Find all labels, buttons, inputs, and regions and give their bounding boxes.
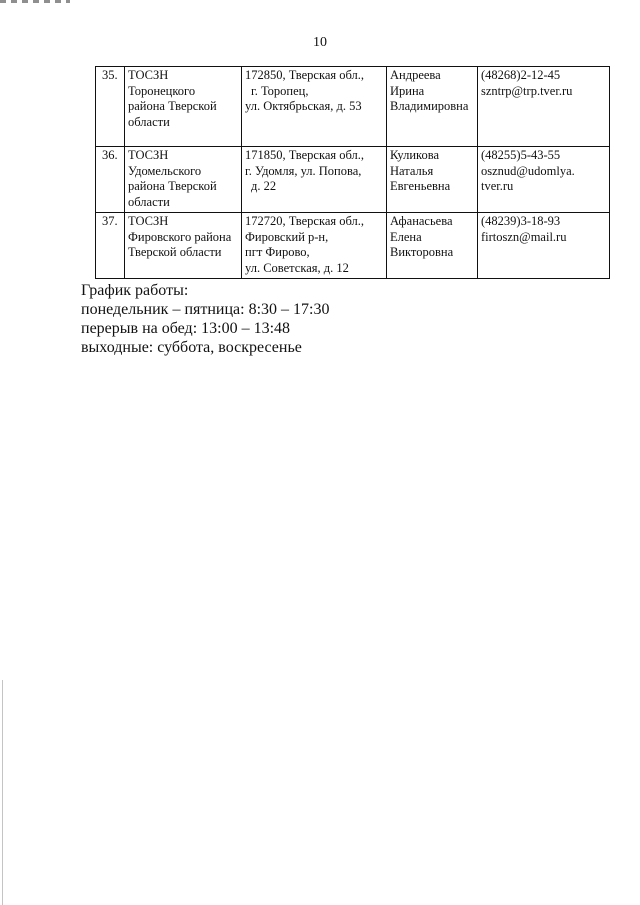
- schedule-weekend: выходные: суббота, воскресенье: [81, 339, 302, 356]
- address-line: г. Торопец,: [251, 83, 309, 98]
- office-name: [125, 67, 242, 147]
- page-number: 10: [313, 35, 327, 50]
- phone: (48239)3-18-93: [481, 214, 561, 228]
- office-line: области: [128, 114, 170, 129]
- office-line: ТОСЗН: [128, 68, 169, 82]
- head-line: Афанасьева: [390, 214, 453, 228]
- phone: (48255)5-43-55: [481, 148, 561, 162]
- schedule-weekdays: понедельник – пятница: 8:30 – 17:30: [81, 301, 330, 318]
- work-schedule: [81, 281, 329, 357]
- table-row: [96, 213, 610, 279]
- office-line: ТОСЗН: [128, 148, 169, 162]
- office-line: ТОСЗН: [128, 214, 169, 228]
- address-line: д. 22: [251, 179, 277, 193]
- table-row: [96, 147, 610, 213]
- address-line: 171850, Тверская обл.,: [245, 148, 365, 162]
- schedule-title: График работы:: [81, 282, 189, 299]
- office-head: [387, 147, 478, 213]
- schedule-lunch: перерыв на обед: 13:00 – 13:48: [81, 320, 291, 337]
- office-contacts: [478, 213, 610, 279]
- scan-artifact: [0, 0, 70, 3]
- head-line: Елена: [390, 229, 422, 244]
- email: osznud@udomlya.: [481, 163, 575, 178]
- offices-table: [95, 66, 610, 279]
- office-address: [242, 147, 387, 213]
- head-line: Ирина: [390, 83, 425, 98]
- office-address: [242, 213, 387, 279]
- row-number: 36.: [96, 147, 125, 213]
- email: firtoszn@mail.ru: [481, 229, 567, 244]
- email: tver.ru: [481, 179, 514, 193]
- head-line: Андреева: [390, 68, 441, 82]
- office-line: области: [128, 194, 170, 209]
- office-line: Фировского района: [128, 229, 232, 244]
- office-contacts: [478, 147, 610, 213]
- address-line: г. Удомля, ул. Попова,: [245, 163, 362, 178]
- address-line: пгт Фирово,: [245, 245, 310, 259]
- office-address: [242, 67, 387, 147]
- head-line: Евгеньевна: [390, 179, 451, 193]
- office-name: [125, 213, 242, 279]
- head-line: Куликова: [390, 148, 439, 162]
- address-line: 172720, Тверская обл.,: [245, 214, 365, 228]
- address-line: ул. Советская, д. 12: [245, 260, 349, 275]
- head-line: Викторовна: [390, 245, 454, 259]
- office-head: [387, 67, 478, 147]
- head-line: Владимировна: [390, 99, 469, 113]
- office-head: [387, 213, 478, 279]
- email: szntrp@trp.tver.ru: [481, 83, 573, 98]
- office-line: Тверской области: [128, 245, 222, 259]
- address-line: ул. Октябрьская, д. 53: [245, 99, 362, 113]
- phone: (48268)2-12-45: [481, 68, 561, 82]
- address-line: 172850, Тверская обл.,: [245, 68, 365, 82]
- row-number: 35.: [96, 67, 125, 147]
- office-contacts: [478, 67, 610, 147]
- address-line: Фировский р-н,: [245, 229, 329, 244]
- table-row: [96, 67, 610, 147]
- office-line: Удомельского: [128, 163, 202, 178]
- scan-margin-line: [2, 680, 3, 905]
- head-line: Наталья: [390, 163, 434, 178]
- office-line: Торонецкого: [128, 83, 196, 98]
- office-line: района Тверской: [128, 179, 217, 193]
- office-name: [125, 147, 242, 213]
- office-line: района Тверской: [128, 99, 217, 113]
- row-number: 37.: [96, 213, 125, 279]
